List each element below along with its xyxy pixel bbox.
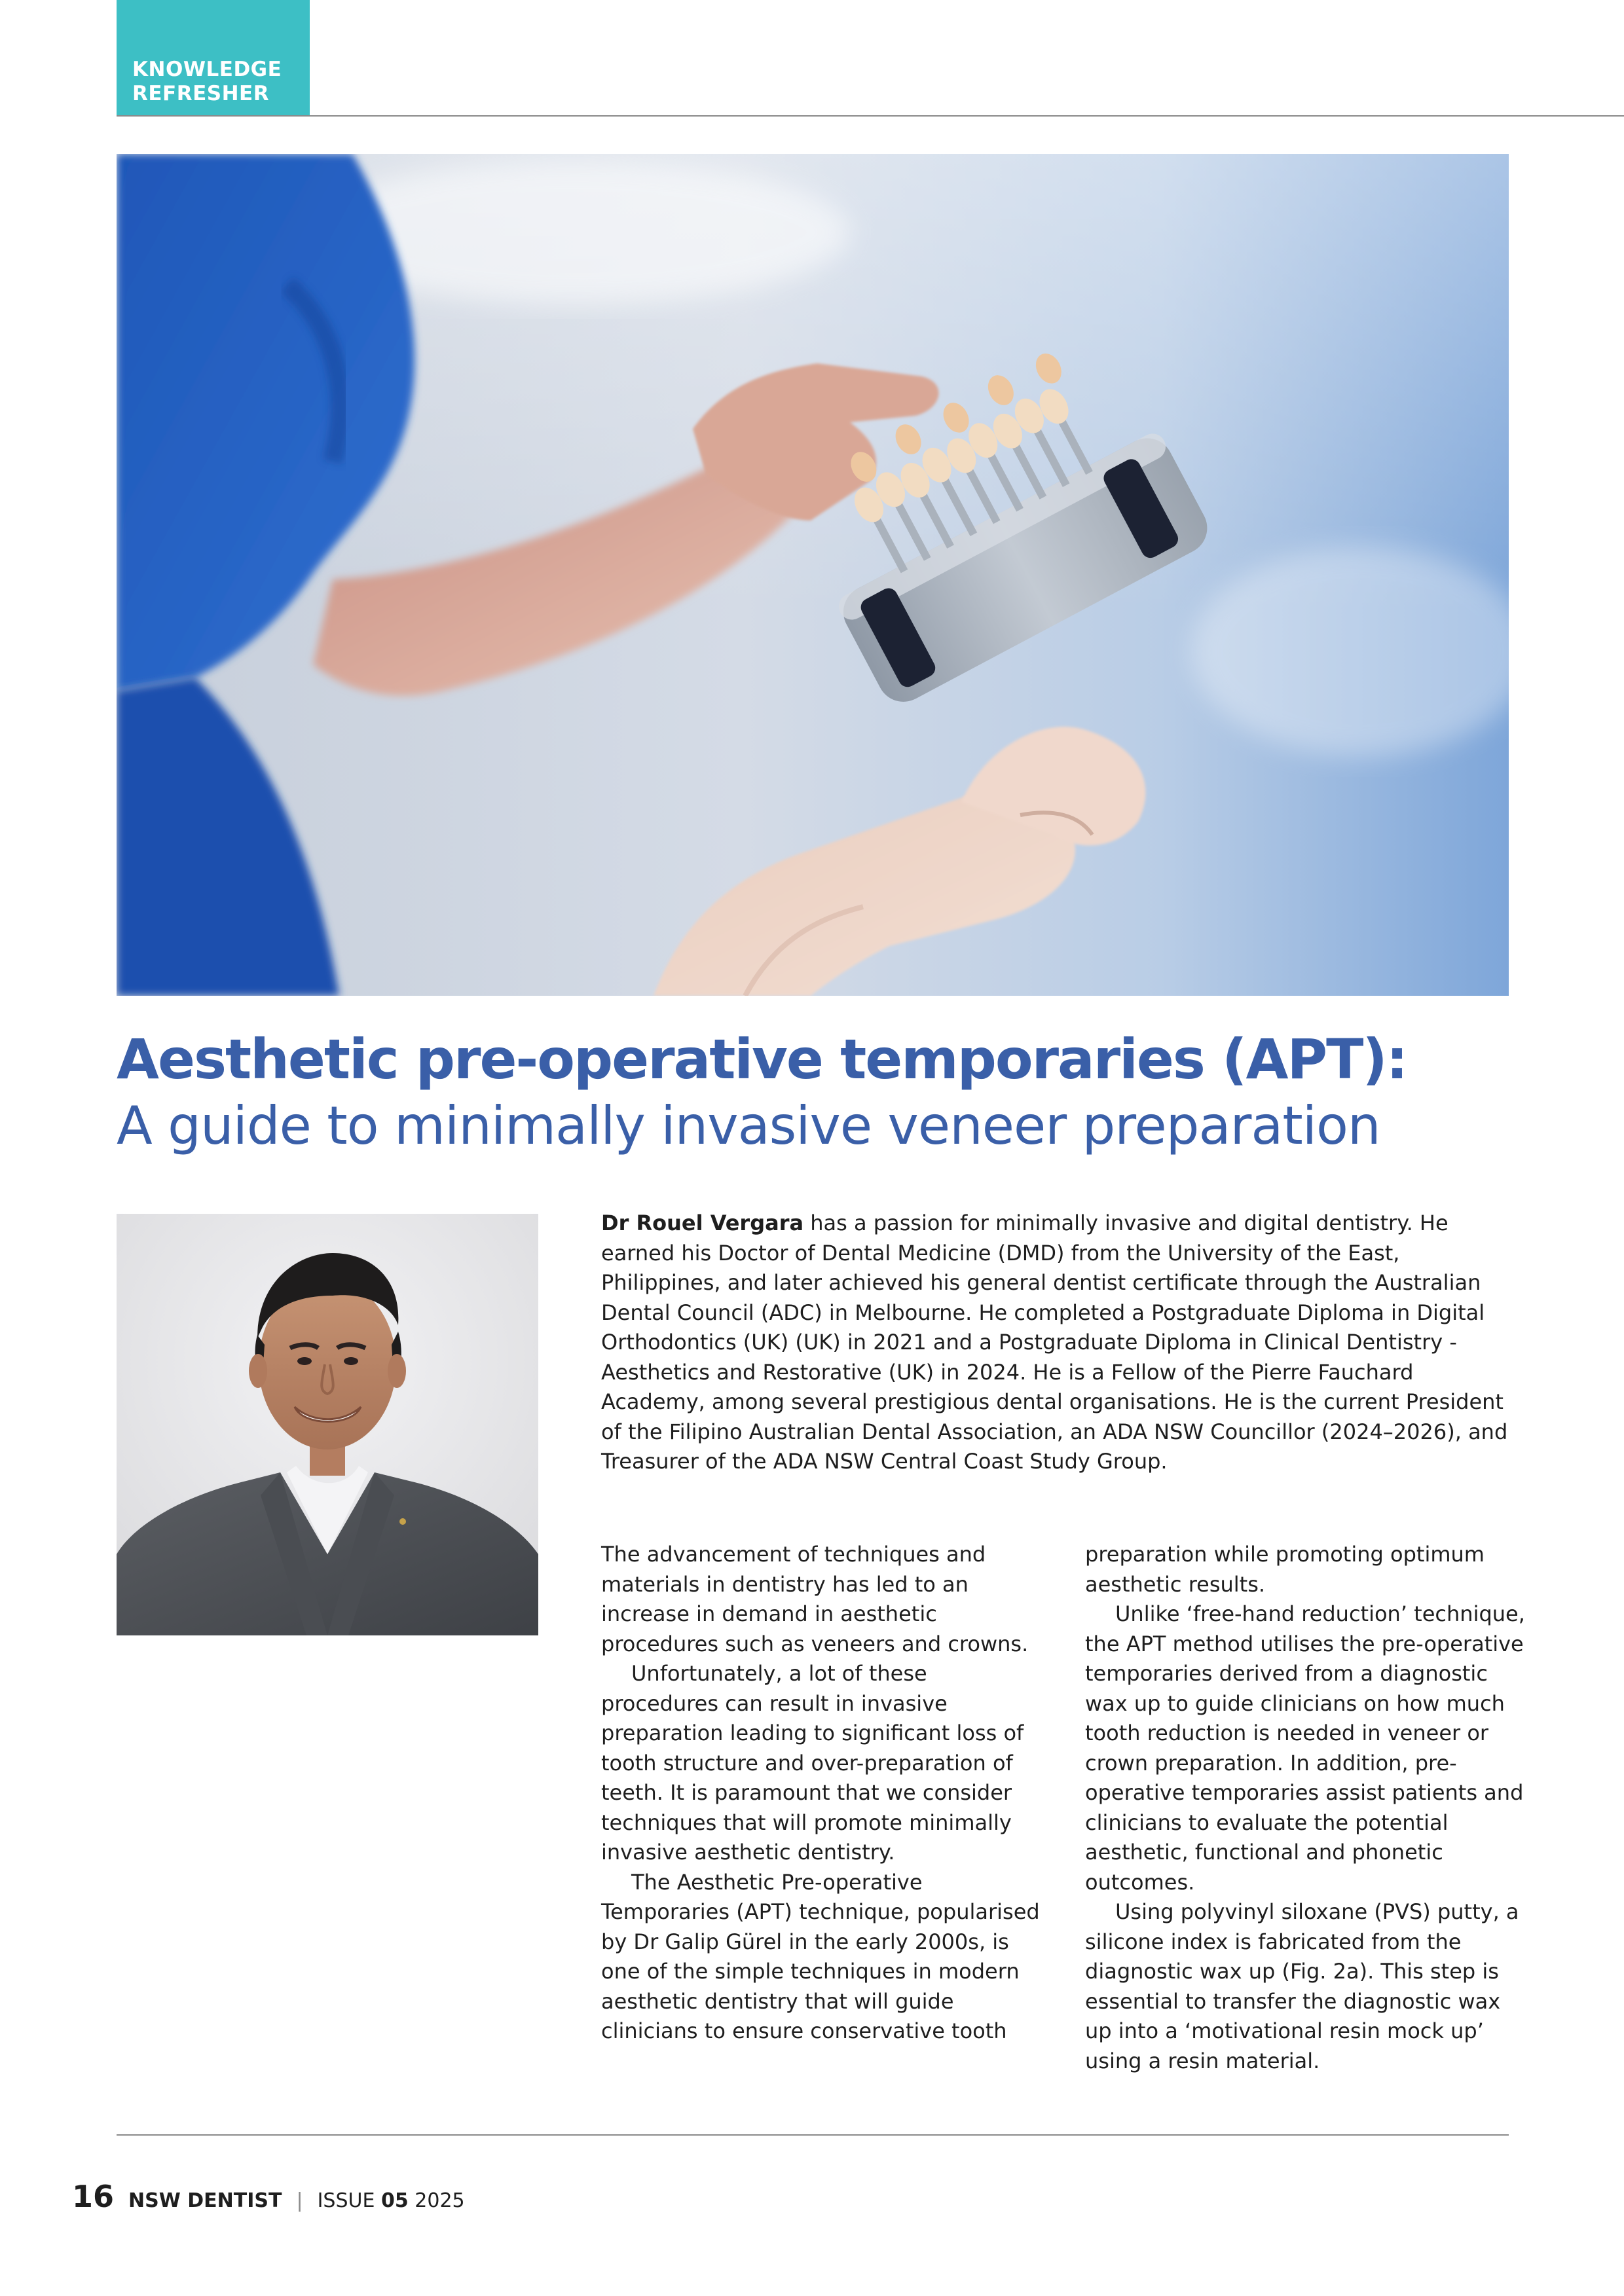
hero-image	[117, 154, 1509, 996]
author-name: Dr Rouel Vergara	[601, 1211, 804, 1235]
body-paragraph: Unfortunately, a lot of these procedures can result in invasive preparation leading to significant loss of tooth structure and over-preparation of teeth. It is paramount that we consider techniques that will promote minimally invasive aesthetic dentistry.	[601, 1661, 1024, 1865]
portrait-illustration	[117, 1214, 538, 1635]
section-tag-line-2: REFRESHER	[132, 82, 270, 105]
issue-year: 2025	[415, 2189, 465, 2212]
shade-guide-illustration	[117, 154, 1509, 996]
body-paragraph: The Aesthetic Pre-operative Temporaries (APT) technique, popularised by Dr Galip Gürel in the early 2000s, is one of the simple techniques in modern aesthetic dentistry that will guide clinicians to ensure conservative tooth	[601, 1869, 1040, 2043]
footer-rule	[117, 2134, 1509, 2136]
footer-separator: |	[296, 2189, 303, 2212]
body-paragraph: Unlike ‘free-hand reduction’ technique, the APT method utilises the pre-operative temporaries derived from a diagnostic wax up to guide clinicians on how much tooth reduction is needed in veneer or crown preparation. In addition, pre-operative temporaries assist patients and clinicians to evaluate the potential aesthetic, functional and phonetic outcomes.	[1085, 1601, 1525, 1895]
author-bio-text: has a passion for minimally invasive and digital dentistry. He earned his Doctor of Dental Medicine (DMD) from the University of the East, Philippines, and later achieved his general dentist certificate through the Australian Dental Council (ADC) in Melbourne. He completed a Postgraduate Diploma in Digital Orthodontics (UK) (UK) in 2021 and a Postgraduate Diploma in Clinical Dentistry - Aesthetics and Restorative (UK) in 2024. He is a Fellow of the Pierre Fauchard Academy, among several prestigious dental organisations. He is the current President of the Filipino Australian Dental Association, an ADA NSW Councillor (2024–2026), and Treasurer of the ADA NSW Central Coast Study Group.	[601, 1211, 1508, 1474]
author-portrait	[117, 1214, 538, 1635]
article-subtitle: A guide to minimally invasive veneer preparation	[117, 1095, 1380, 1156]
issue-number: 05	[380, 2189, 409, 2212]
body-paragraph: Using polyvinyl siloxane (PVS) putty, a silicone index is fabricated from the diagnostic wax up (Fig. 2a). This step is essential to transfer the diagnostic wax up into a ‘motivational resin mock up’ using a resin material.	[1085, 1899, 1519, 2073]
article-title: Aesthetic pre-operative temporaries (APT):	[117, 1027, 1407, 1091]
publication-name: NSW DENTIST	[128, 2189, 282, 2212]
body-paragraph: preparation while promoting optimum aesthetic results.	[1085, 1542, 1485, 1597]
body-paragraph: The advancement of techniques and materials in dentistry has led to an increase in demand in aesthetic procedures such as veneers and crowns.	[601, 1542, 1029, 1656]
page-footer	[72, 2179, 465, 2218]
author-bio	[601, 1209, 1518, 1477]
issue-label: ISSUE	[317, 2189, 375, 2212]
page-number: 16	[72, 2179, 115, 2214]
section-tag	[117, 0, 310, 115]
body-column-right	[1085, 1540, 1530, 2076]
body-column-left	[601, 1540, 1046, 2047]
section-tag-line-1: KNOWLEDGE	[132, 58, 282, 81]
header-rule	[117, 115, 1624, 117]
